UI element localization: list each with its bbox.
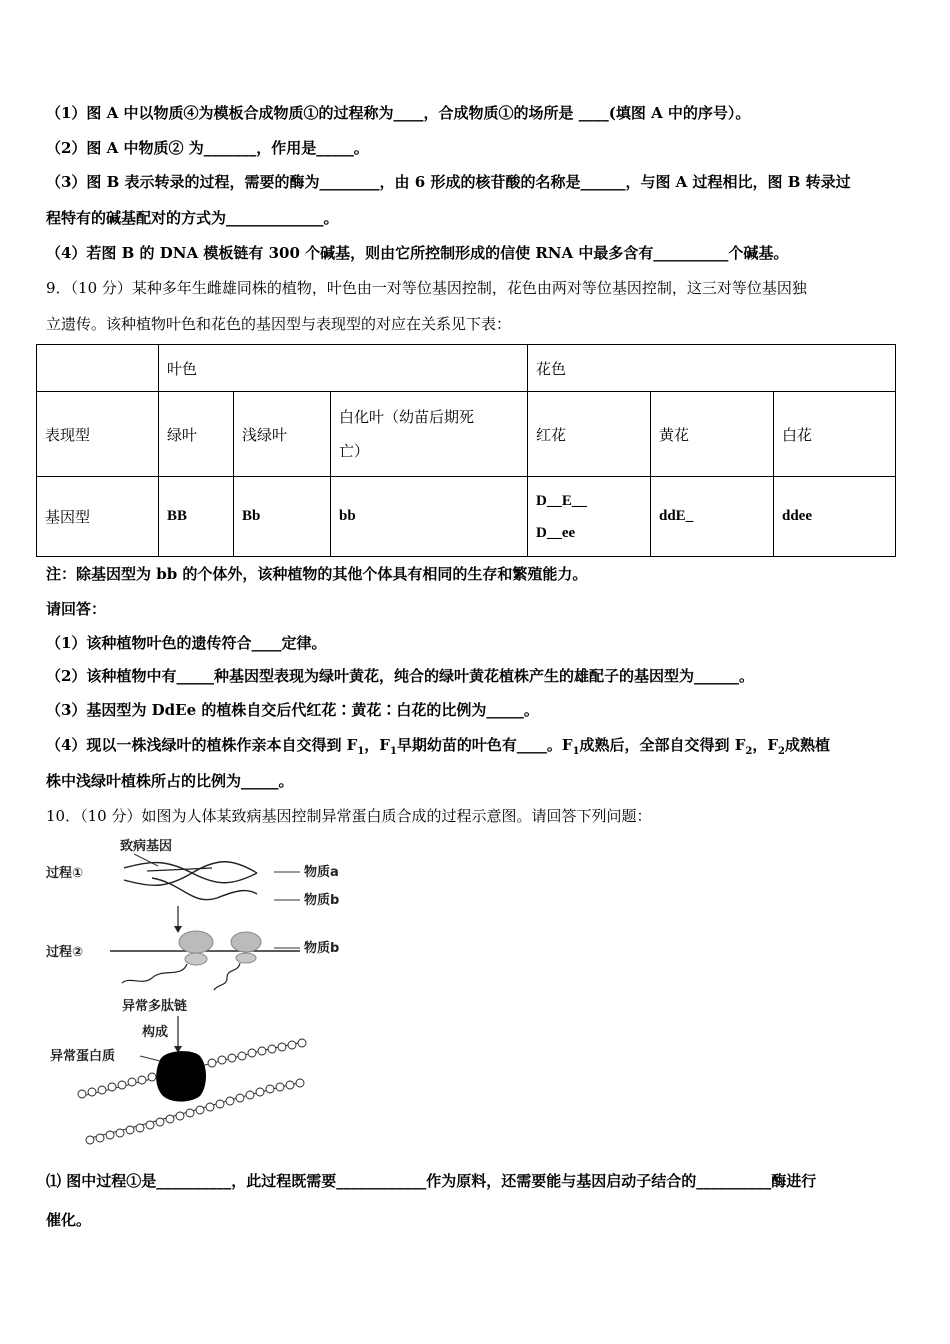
phenotype-light-green: 浅绿叶 [234,392,331,477]
lipid-head [258,1047,266,1055]
q9-part4-seg4: 成熟后，全部自交得到 F [579,736,746,754]
q9-part4-line2: 株中浅绿叶植株所占的比例为_____。 [46,772,294,790]
lipid-head [268,1045,276,1053]
label-process2: 过程② [46,945,84,960]
phenotype-albino-line1: 白化叶（幼苗后期死 [339,408,475,426]
q9-part1: （1）该种植物叶色的遗传符合____定律。 [46,634,327,652]
phenotype-white: 白花 [774,392,896,477]
lipid-head [266,1085,274,1093]
lipid-head [246,1091,254,1099]
lipid-head [128,1078,136,1086]
lipid-head [256,1088,264,1096]
header-flower-color: 花色 [528,345,896,392]
lipid-head [98,1086,106,1094]
q8-part2: （2）图 A 中物质② 为_______，作用是_____。 [46,139,369,157]
q9-part4-seg2: ，F [364,736,390,754]
genotype-BB: BB [159,477,234,557]
rna-strand-start [147,868,212,871]
phenotype-yellow: 黄花 [651,392,774,477]
genotype-red-1: D__E__ [536,492,587,509]
rna-strand [152,878,257,900]
lipid-head [176,1112,184,1120]
q9-part4-seg5: ，F [752,736,779,754]
phenotype-albino [331,392,528,477]
ribosome-large-2 [231,932,261,952]
lipid-head [96,1134,104,1142]
lipid-head [138,1076,146,1084]
q9-part3: （3）基因型为 DdEe 的植株自交后代红花∶黄花∶白花的比例为_____。 [46,701,539,719]
genotype-yellow: ddE_ [651,477,774,557]
subscript: 1 [389,746,397,757]
lipid-head [148,1073,156,1081]
lipid-head [248,1049,256,1057]
table-row [37,392,896,477]
lipid-head [278,1043,286,1051]
genotype-table [36,344,896,557]
ribosome-small-2 [236,953,256,963]
label-abnormal-peptide: 异常多肽链 [122,999,188,1014]
lipid-head [226,1097,234,1105]
label-substance-b2: 物质b [304,941,340,956]
abnormal-protein-blob [156,1051,206,1102]
header-leaf-color: 叶色 [159,345,528,392]
lipid-head [238,1052,246,1060]
lipid-head [286,1081,294,1089]
q8-part3-line1: （3）图 B 表示转录的过程，需要的酶为________，由 6 形成的核苷酸的名称是______，与图 A 过程相比，图 B 转录过 [46,173,851,191]
genotype-white: ddee [774,477,896,557]
lipid-head [218,1056,226,1064]
q9-ask: 请回答： [46,600,107,618]
genotype-red [528,477,651,557]
q9-part4-seg1: （4）现以一株浅绿叶的植株作亲本自交得到 F [46,736,358,754]
lipid-head [206,1103,214,1111]
q9-part4-line1 [46,734,830,757]
subscript: 2 [745,746,753,757]
table-row [37,477,896,557]
row-label-phenotype: 表现型 [37,392,159,477]
lipid-head [78,1090,86,1098]
lipid-head [146,1121,154,1129]
arrowhead-1 [174,926,182,933]
q8-part1: （1）图 A 中以物质④为模板合成物质①的过程称为____，合成物质①的场所是 ____(填图 A 中的序号）。 [46,104,751,122]
protein-synthesis-diagram [42,828,362,1154]
table-row [37,345,896,392]
lipid-head [126,1126,134,1134]
q9-part2: （2）该种植物中有_____种基因型表现为绿叶黄花，纯合的绿叶黄花植株产生的雄配子的基因型为______。 [46,667,754,685]
peptide-chain-1 [122,964,187,983]
peptide-chain-2 [214,963,240,990]
label-constitutes: 构成 [142,1025,169,1040]
lipid-head [228,1054,236,1062]
lipid-head [136,1124,144,1132]
phenotype-albino-line2: 亡） [339,442,370,460]
lipid-head [236,1094,244,1102]
q9-stem-line1: 9．（10 分）某种多年生雌雄同株的植物，叶色由一对等位基因控制，花色由两对等位基因控制，这三对等位基因独 [46,279,807,297]
lipid-head [156,1118,164,1126]
phenotype-green: 绿叶 [159,392,234,477]
lipid-head [86,1136,94,1144]
subscript: 2 [778,746,785,757]
label-substance-a: 物质a [304,865,339,880]
genotype-bb: bb [331,477,528,557]
lipid-head [108,1083,116,1091]
lipid-head [166,1115,174,1123]
genotype-Bb: Bb [234,477,331,557]
genotype-red-2: D__ee [536,524,576,541]
row-label-genotype: 基因型 [37,477,159,557]
label-process1: 过程① [46,866,84,881]
dna-strand-2 [124,862,257,886]
q9-note: 注：除基因型为 bb 的个体外，该种植物的其他个体具有相同的生存和繁殖能力。 [46,565,588,583]
q9-part4-seg3: 早期幼苗的叶色有____。F [396,736,573,754]
ribosome-small-1 [185,953,207,965]
q10-part1-line1: ⑴ 图中过程①是__________，此过程既需要____________作为原料，还需要能与基因启动子结合的__________酶进行 [46,1172,817,1190]
q9-stem-line2: 立遗传。该种植物叶色和花色的基因型与表现型的对应在关系见下表： [46,315,512,333]
lipid-head [118,1081,126,1089]
lipid-head [296,1079,304,1087]
lipid-head [276,1083,284,1091]
dna-strand-1 [124,863,257,883]
lipid-head [196,1106,204,1114]
lipid-head [116,1129,124,1137]
q9-part4-seg6: 成熟植 [785,736,831,754]
lipid-head [186,1109,194,1117]
lipid-head [216,1100,224,1108]
ribosome-large-1 [179,931,213,953]
lipid-head [288,1041,296,1049]
lipid-head [208,1059,216,1067]
phenotype-red: 红花 [528,392,651,477]
lipid-head [88,1088,96,1096]
lipid-head [106,1131,114,1139]
q8-part3-line2: 程特有的碱基配对的方式为_____________。 [46,209,339,227]
label-abnormal-protein: 异常蛋白质 [50,1049,116,1064]
q10-stem: 10．（10 分）如图为人体某致病基因控制异常蛋白质合成的过程示意图。请回答下列问题： [46,807,652,825]
q10-part1-line2: 催化。 [46,1211,92,1229]
q8-part4: （4）若图 B 的 DNA 模板链有 300 个碱基，则由它所控制形成的信使 RNA 中最多含有__________个碱基。 [46,244,789,262]
table-cell-empty [37,345,159,392]
label-gene: 致病基因 [120,839,173,854]
lipid-head [298,1039,306,1047]
label-substance-b: 物质b [304,893,340,908]
subscript: 1 [572,746,580,757]
subscript: 1 [357,746,365,757]
